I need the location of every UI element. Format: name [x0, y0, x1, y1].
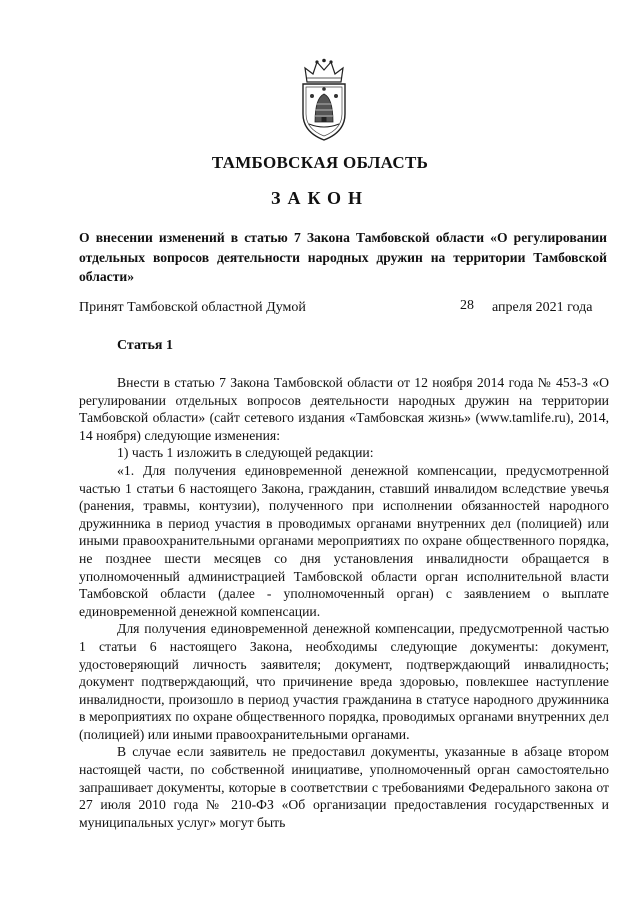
document-type-title: ЗАКОН	[270, 188, 370, 208]
region-title: ТАМБОВСКАЯ ОБЛАСТЬ	[211, 153, 429, 172]
adoption-day: 28	[460, 298, 474, 313]
article-paragraph: «1. Для получения единовременной денежной компенсации, предусмотренной частью 1 статьи 6 настоящего Закона, гражданин, ставший инвалидом вследствие увечья (ранения, травмы, контузии), полученного при исполнении обязанностей народного дружинника в период участия в проводимых органами внутренних дел (полицией) или иными правоохранительными органами мероприятиях по охране общественного порядка, не позднее шести месяцев со дня установления инвалидности обращается в уполномоченный администрацией Тамбовской области орган исполнительной власти Тамбовской области (далее - уполномоченный орган) с заявлением о выплате единовременной денежной компенсации.	[79, 462, 609, 619]
article-paragraph: Внести в статью 7 Закона Тамбовской области от 12 ноября 2014 года № 453-З «О регулировании отдельных вопросов деятельности народных дружин на территории Тамбовской области» (сайт сетевого издания «Тамбовская жизнь» (www.tamlife.ru), 2014, 14 ноября) следующие изменения:	[79, 375, 609, 443]
article-paragraph: В случае если заявитель не предоставил документы, указанные в абзаце втором настоящей части, по собственной инициативе, уполномоченный орган самостоятельно запрашивает документы, которые в соответствии с требованиями Федерального закона от 27 июля 2010 года № 210-ФЗ «Об организации предоставления государственных и муниципальных услуг» могут быть	[79, 744, 609, 830]
adoption-month-year: апреля 2021 года	[492, 300, 593, 315]
adoption-statement: Принят Тамбовской областной Думой	[79, 300, 306, 315]
article-heading: Статья 1	[117, 338, 173, 353]
coat-of-arms-emblem	[295, 58, 353, 142]
article-body	[79, 374, 609, 831]
article-paragraph: 1) часть 1 изложить в следующей редакции:	[117, 445, 374, 461]
law-subject: О внесении изменений в статью 7 Закона Тамбовской области «О регулировании отдельных вопросов деятельности народных дружин на территории Тамбовской области»	[79, 230, 607, 284]
article-paragraph: Для получения единовременной денежной компенсации, предусмотренной частью 1 статьи 6 настоящего Закона, необходимы следующие документы: документ, удостоверяющий личность заявителя; документ, подтверждающий инвалидность; документ подтверждающий, что причинение вреда здоровью, повлекшее наступление инвалидности, произошло в период участия гражданина в статусе народного дружинника в мероприятиях по охране общественного порядка, проводимых органами внутренних дел (полицией) или иными правоохранительными органами.	[79, 621, 609, 742]
